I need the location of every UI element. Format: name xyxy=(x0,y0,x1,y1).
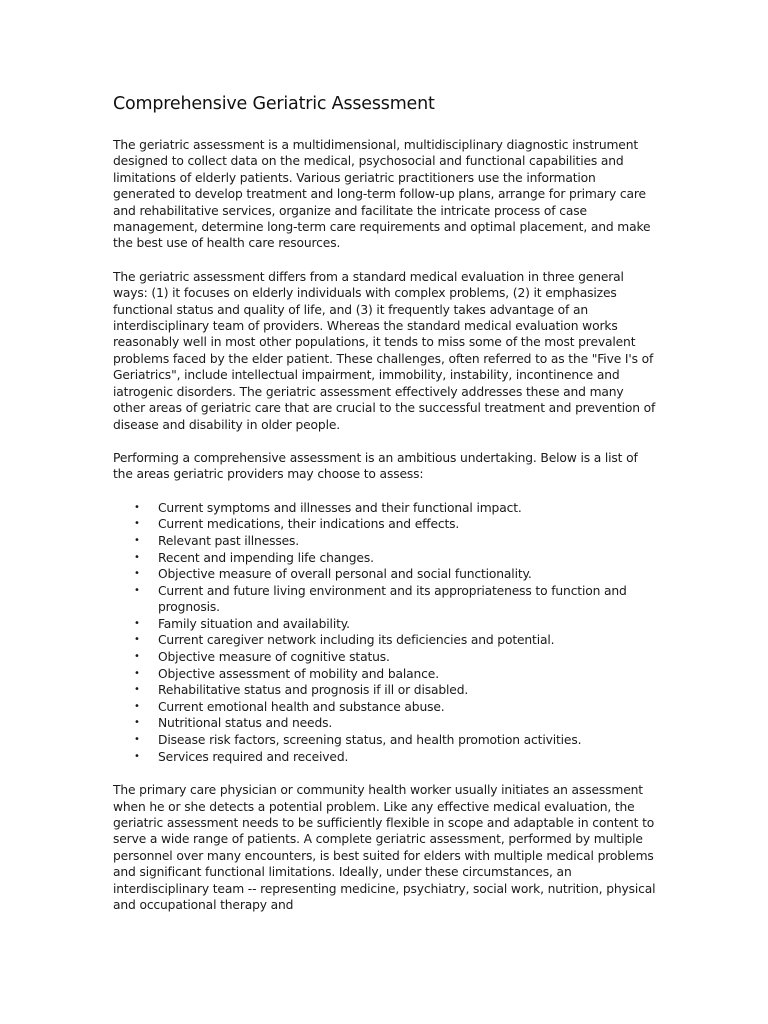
list-item xyxy=(113,516,658,533)
list-item-text: Objective measure of cognitive status. xyxy=(158,650,390,665)
list-item-text: Current caregiver network including its deficiencies and potential. xyxy=(158,633,555,648)
bullet-icon: • xyxy=(134,684,140,696)
list-item-text: Current medications, their indications and effects. xyxy=(158,517,460,532)
list-item xyxy=(113,732,658,749)
list-item-text: Disease risk factors, screening status, and health promotion activities. xyxy=(158,733,582,748)
assessment-areas-list xyxy=(113,500,658,766)
bullet-icon: • xyxy=(134,501,140,513)
document-title: Comprehensive Geriatric Assessment xyxy=(113,94,435,114)
list-item xyxy=(113,749,658,766)
bullet-icon: • xyxy=(134,534,140,546)
list-item xyxy=(113,566,658,583)
list-item xyxy=(113,616,658,633)
paragraph-intro: The geriatric assessment is a multidimensional, multidisciplinary diagnostic instrument designed to collect data on the medical, psychosocial and functional capabilities and limitations of elderly patients. Various geriatric practitioners use the information generated to develop treatment and long-term follow-up plans, arrange for primary care and rehabilitative services, organize and facilitate the intricate process of case management, determine long-term care requirements and optimal placement, and make the best use of health care resources. xyxy=(113,138,651,251)
list-item-text: Current symptoms and illnesses and their functional impact. xyxy=(158,500,522,515)
bullet-icon: • xyxy=(134,734,140,746)
list-item xyxy=(113,500,658,517)
bullet-icon: • xyxy=(134,667,140,679)
bullet-icon: • xyxy=(134,717,140,729)
list-item-text: Relevant past illnesses. xyxy=(158,533,300,548)
list-item xyxy=(113,649,658,666)
list-item xyxy=(113,682,658,699)
bullet-icon: • xyxy=(134,750,140,762)
list-item-text: Objective measure of overall personal and social functionality. xyxy=(158,567,532,582)
list-item xyxy=(113,533,658,550)
bullet-icon: • xyxy=(134,518,140,530)
bullet-icon: • xyxy=(134,584,140,596)
paragraph-initiation: The primary care physician or community health worker usually initiates an assessment when he or she detects a potential problem. Like any effective medical evaluation, the geriatric assessment needs to be sufficiently flexible in scope and adaptable in content to serve a wide range of patients. A complete geriatric assessment, performed by multiple personnel over many encounters, is best suited for elders with multiple medical problems and significant functional limitations. Ideally, under these circumstances, an interdisciplinary team -- representing medicine, psychiatry, social work, nutrition, physical and occupational therapy and xyxy=(113,783,656,913)
list-item xyxy=(113,666,658,683)
list-item xyxy=(113,550,658,567)
bullet-icon: • xyxy=(134,617,140,629)
bullet-icon: • xyxy=(134,700,140,712)
bullet-icon: • xyxy=(134,651,140,663)
list-item-text: Family situation and availability. xyxy=(158,616,350,631)
paragraph-list-intro: Performing a comprehensive assessment is an ambitious undertaking. Below is a list of the areas geriatric providers may choose to assess: xyxy=(113,450,638,482)
list-item xyxy=(113,715,658,732)
list-item-text: Rehabilitative status and prognosis if ill or disabled. xyxy=(158,683,469,698)
bullet-icon: • xyxy=(134,634,140,646)
list-item xyxy=(113,583,658,616)
paragraph-differences: The geriatric assessment differs from a standard medical evaluation in three general ways: (1) it focuses on elderly individuals with complex problems, (2) it emphasizes functional status and quality of life, and (3) it frequently takes advantage of an interdisciplinary team of providers. Whereas the standard medical evaluation works reasonably well in most other populations, it tends to miss some of the most prevalent problems faced by the elder patient. These challenges, often referred to as the "Five I's of Geriatrics", include intellectual impairment, immobility, instability, incontinence and iatrogenic disorders. The geriatric assessment effectively addresses these and many other areas of geriatric care that are crucial to the successful treatment and prevention of disease and disability in older people. xyxy=(113,269,656,432)
list-item-text: Current emotional health and substance abuse. xyxy=(158,699,445,714)
list-item-text: Services required and received. xyxy=(158,749,349,764)
bullet-icon: • xyxy=(134,551,140,563)
bullet-icon: • xyxy=(134,568,140,580)
list-item-text: Nutritional status and needs. xyxy=(158,716,333,731)
list-item-text: Recent and impending life changes. xyxy=(158,550,374,565)
list-item-text: Objective assessment of mobility and balance. xyxy=(158,666,439,681)
list-item xyxy=(113,632,658,649)
document-page xyxy=(113,93,658,930)
list-item xyxy=(113,699,658,716)
list-item-text: Current and future living environment and its appropriateness to function and prognosis. xyxy=(158,583,627,615)
